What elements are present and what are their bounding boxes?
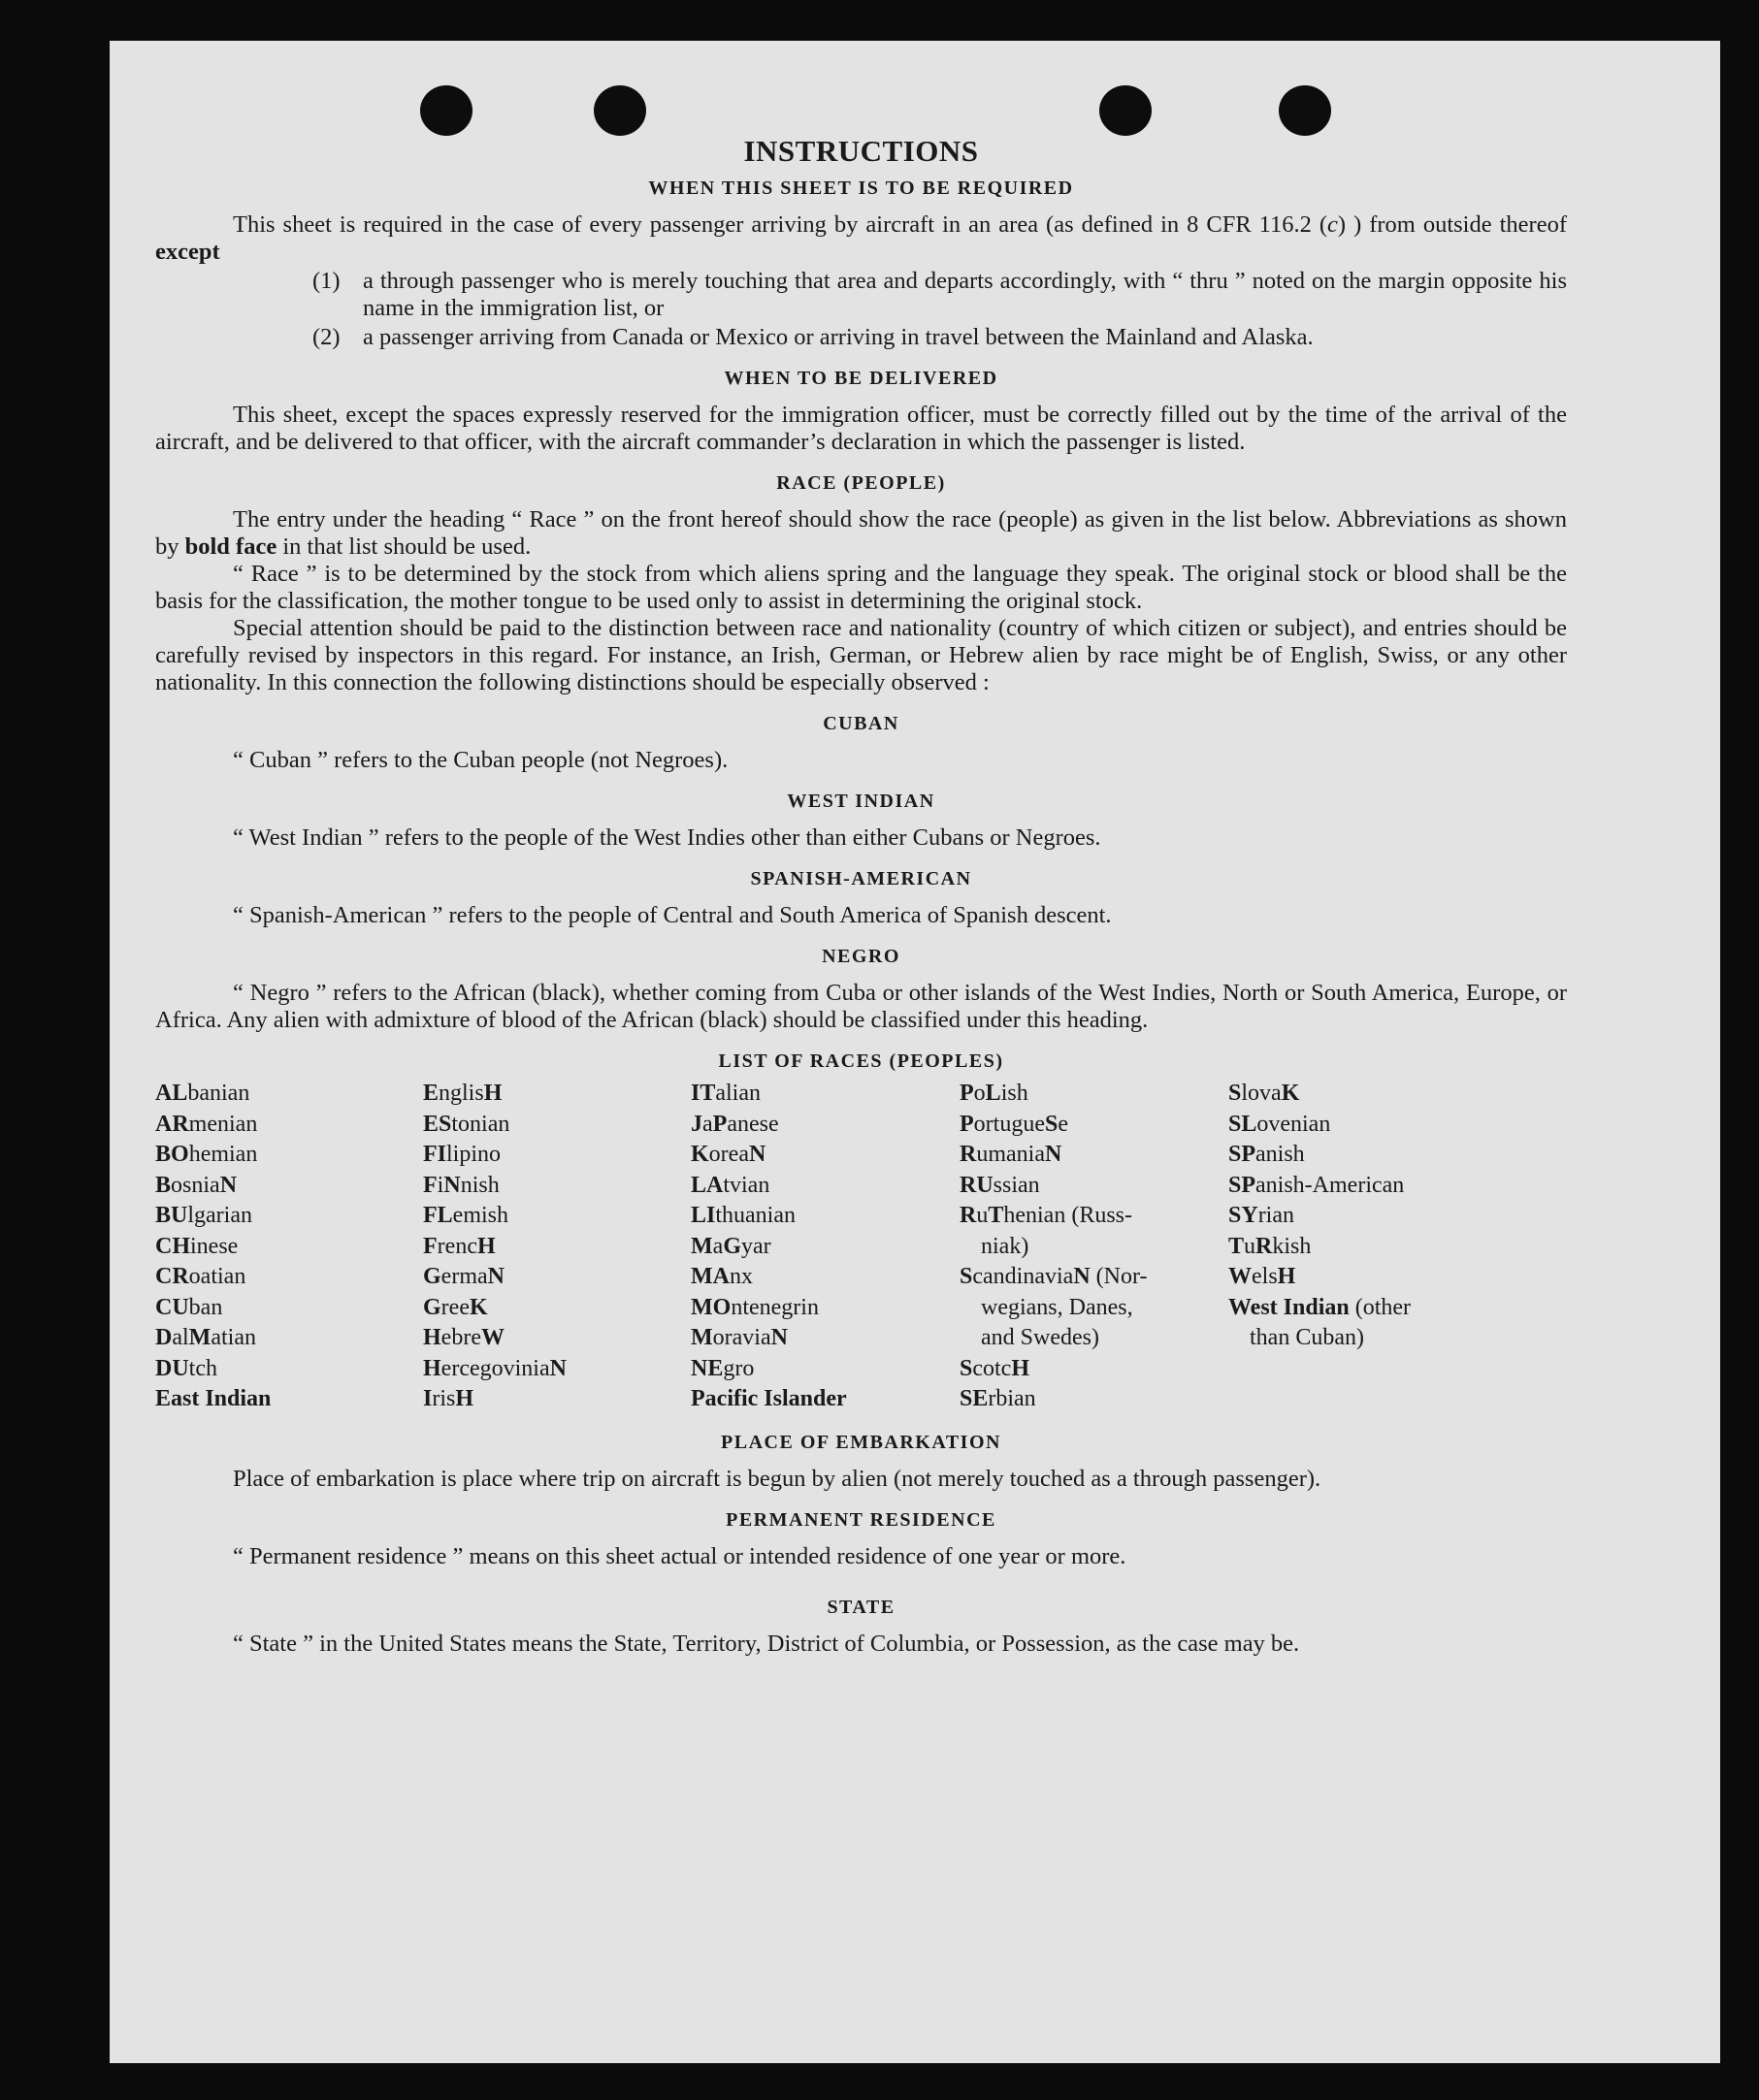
paragraph: “ Spanish-American ” refers to the people of Central and South America of Spanish descent.	[233, 902, 1112, 928]
paragraph: Place of embarkation is place where trip on aircraft is begun by alien (not merely touched as a through passenger).	[233, 1465, 1321, 1492]
list-item: (1) a through passenger who is merely touching that area and departs accordingly, with “ thru ” noted on the margin opposite his name in the immigration list, or	[312, 268, 1567, 321]
race-entry: LIthuanian	[691, 1203, 796, 1228]
section-heading: WEST INDIAN	[787, 791, 935, 812]
race-entry: LAtvian	[691, 1172, 770, 1198]
section-heading: PERMANENT RESIDENCE	[726, 1508, 996, 1531]
race-entry: BUlgarian	[155, 1203, 252, 1228]
paragraph: “ Negro ” refers to the African (black), whether coming from Cuba or other islands of the West Indies, North or South America, Europe, or Africa. Any alien with admixture of blood of the African (black) should be classified under this heading.	[155, 980, 1567, 1033]
section-heading: PLACE OF EMBARKATION	[721, 1431, 1001, 1453]
race-entry: than Cuban)	[1250, 1325, 1364, 1350]
page-title: INSTRUCTIONS	[743, 134, 979, 168]
race-entry: FrencH	[423, 1233, 496, 1259]
paragraph: “ Cuban ” refers to the Cuban people (not Negroes).	[233, 747, 729, 773]
race-entry: wegians, Danes,	[981, 1294, 1133, 1320]
section-heading: SPANISH-AMERICAN	[750, 868, 972, 889]
race-entry: East Indian	[155, 1386, 272, 1411]
race-entry: niak)	[981, 1233, 1029, 1259]
race-entry: ARmenian	[155, 1111, 258, 1137]
race-entry: ScandinaviaN (Nor-	[960, 1264, 1148, 1289]
race-entry: DUtch	[155, 1355, 217, 1381]
race-entry: MAnx	[691, 1264, 753, 1289]
race-entry: ScotcH	[960, 1355, 1030, 1381]
race-entry: FLemish	[423, 1203, 508, 1228]
paragraph: “ West Indian ” refers to the people of the West Indies other than either Cubans or Negroes.	[233, 824, 1101, 851]
races-column	[691, 1079, 960, 1415]
race-entry: SYrian	[1228, 1203, 1294, 1228]
race-entry: KoreaN	[691, 1142, 766, 1167]
race-entry: SLovenian	[1228, 1111, 1331, 1137]
race-entry: and Swedes)	[981, 1325, 1099, 1350]
race-entry: Pacific Islander	[691, 1386, 847, 1411]
race-entry: BOhemian	[155, 1142, 258, 1167]
race-entry: RuThenian (Russ-	[960, 1203, 1133, 1228]
section-heading: RACE (PEOPLE)	[776, 472, 946, 494]
instructions-content	[155, 134, 1567, 1658]
race-entry: SPanish-American	[1228, 1172, 1405, 1198]
races-column	[960, 1079, 1228, 1415]
paragraph: This sheet is required in the case of every passenger arriving by aircraft in an area (as defined in 8 CFR 116.2 (c) ) from outside thereof except	[155, 211, 1567, 265]
section-heading: WHEN TO BE DELIVERED	[724, 368, 998, 389]
punch-hole	[1099, 85, 1152, 136]
race-entry: CRoatian	[155, 1264, 246, 1289]
races-list	[155, 1079, 1567, 1415]
section-heading: NEGRO	[822, 946, 900, 967]
races-column	[155, 1079, 423, 1415]
races-column	[423, 1079, 691, 1415]
race-entry: PortugueSe	[960, 1111, 1068, 1137]
paragraph: “ Permanent residence ” means on this sheet actual or intended residence of one year or more.	[233, 1542, 1126, 1569]
punch-hole	[594, 85, 646, 136]
race-entry: TuRkish	[1228, 1233, 1312, 1259]
section-heading: STATE	[827, 1596, 896, 1618]
race-entry: FiNnish	[423, 1172, 500, 1198]
race-entry: JaPanese	[691, 1111, 779, 1137]
race-entry: GermaN	[423, 1264, 505, 1289]
section-heading: CUBAN	[823, 713, 899, 734]
race-entry: FIlipino	[423, 1142, 502, 1167]
race-entry: DalMatian	[155, 1325, 256, 1350]
paragraph: “ State ” in the United States means the State, Territory, District of Columbia, or Possession, as the case may be.	[233, 1630, 1300, 1657]
race-entry: WelsH	[1228, 1264, 1296, 1289]
race-entry: MOntenegrin	[691, 1294, 819, 1320]
races-column	[1228, 1079, 1519, 1415]
race-entry: SPanish	[1228, 1142, 1305, 1167]
race-entry: ITalian	[691, 1081, 761, 1106]
race-entry: GreeK	[423, 1294, 488, 1320]
race-entry: MoraviaN	[691, 1325, 788, 1350]
paragraph: “ Race ” is to be determined by the stock from which aliens spring and the language they speak. The original stock or blood shall be the basis for the classification, the mother tongue to be used only to assist in determining the original stock.	[155, 561, 1567, 614]
race-entry: HebreW	[423, 1325, 505, 1350]
race-entry: EStonian	[423, 1111, 510, 1137]
race-entry: RUssian	[960, 1172, 1040, 1198]
paragraph: Special attention should be paid to the distinction between race and nationality (country of which citizen or subject), and entries should be carefully revised by inspectors in this regard. For instance, an Irish, German, or Hebrew alien by race might be of English, Swiss, or any other nationality. In this connection the following distinctions should be especially observed :	[155, 615, 1567, 695]
punch-hole	[420, 85, 472, 136]
paragraph: The entry under the heading “ Race ” on the front hereof should show the race (people) as given in the list below. Abbreviations as shown by bold face in that list should be used.	[155, 506, 1567, 560]
race-entry: IrisH	[423, 1386, 474, 1411]
race-entry: HercegoviniaN	[423, 1355, 567, 1381]
section-heading: LIST OF RACES (PEOPLES)	[718, 1050, 1004, 1072]
race-entry: EnglisH	[423, 1081, 503, 1106]
race-entry: NEgro	[691, 1355, 755, 1381]
race-entry: RumaniaN	[960, 1142, 1062, 1167]
section-heading: WHEN THIS SHEET IS TO BE REQUIRED	[648, 178, 1074, 199]
race-entry: PoLish	[960, 1081, 1028, 1106]
race-entry: ALbanian	[155, 1081, 250, 1106]
paragraph: This sheet, except the spaces expressly reserved for the immigration officer, must be correctly filled out by the time of the arrival of the aircraft, and be delivered to that officer, with the aircraft commander’s declaration in which the passenger is listed.	[155, 402, 1567, 455]
race-entry: CUban	[155, 1294, 223, 1320]
race-entry: BosniaN	[155, 1172, 238, 1198]
punch-hole	[1279, 85, 1331, 136]
race-entry: MaGyar	[691, 1233, 771, 1259]
race-entry: SlovaK	[1228, 1081, 1300, 1106]
race-entry: SErbian	[960, 1386, 1036, 1411]
list-item: (2) a passenger arriving from Canada or Mexico or arriving in travel between the Mainland and Alaska.	[312, 324, 1314, 350]
race-entry: West Indian (other	[1228, 1294, 1412, 1320]
race-entry: CHinese	[155, 1233, 239, 1259]
